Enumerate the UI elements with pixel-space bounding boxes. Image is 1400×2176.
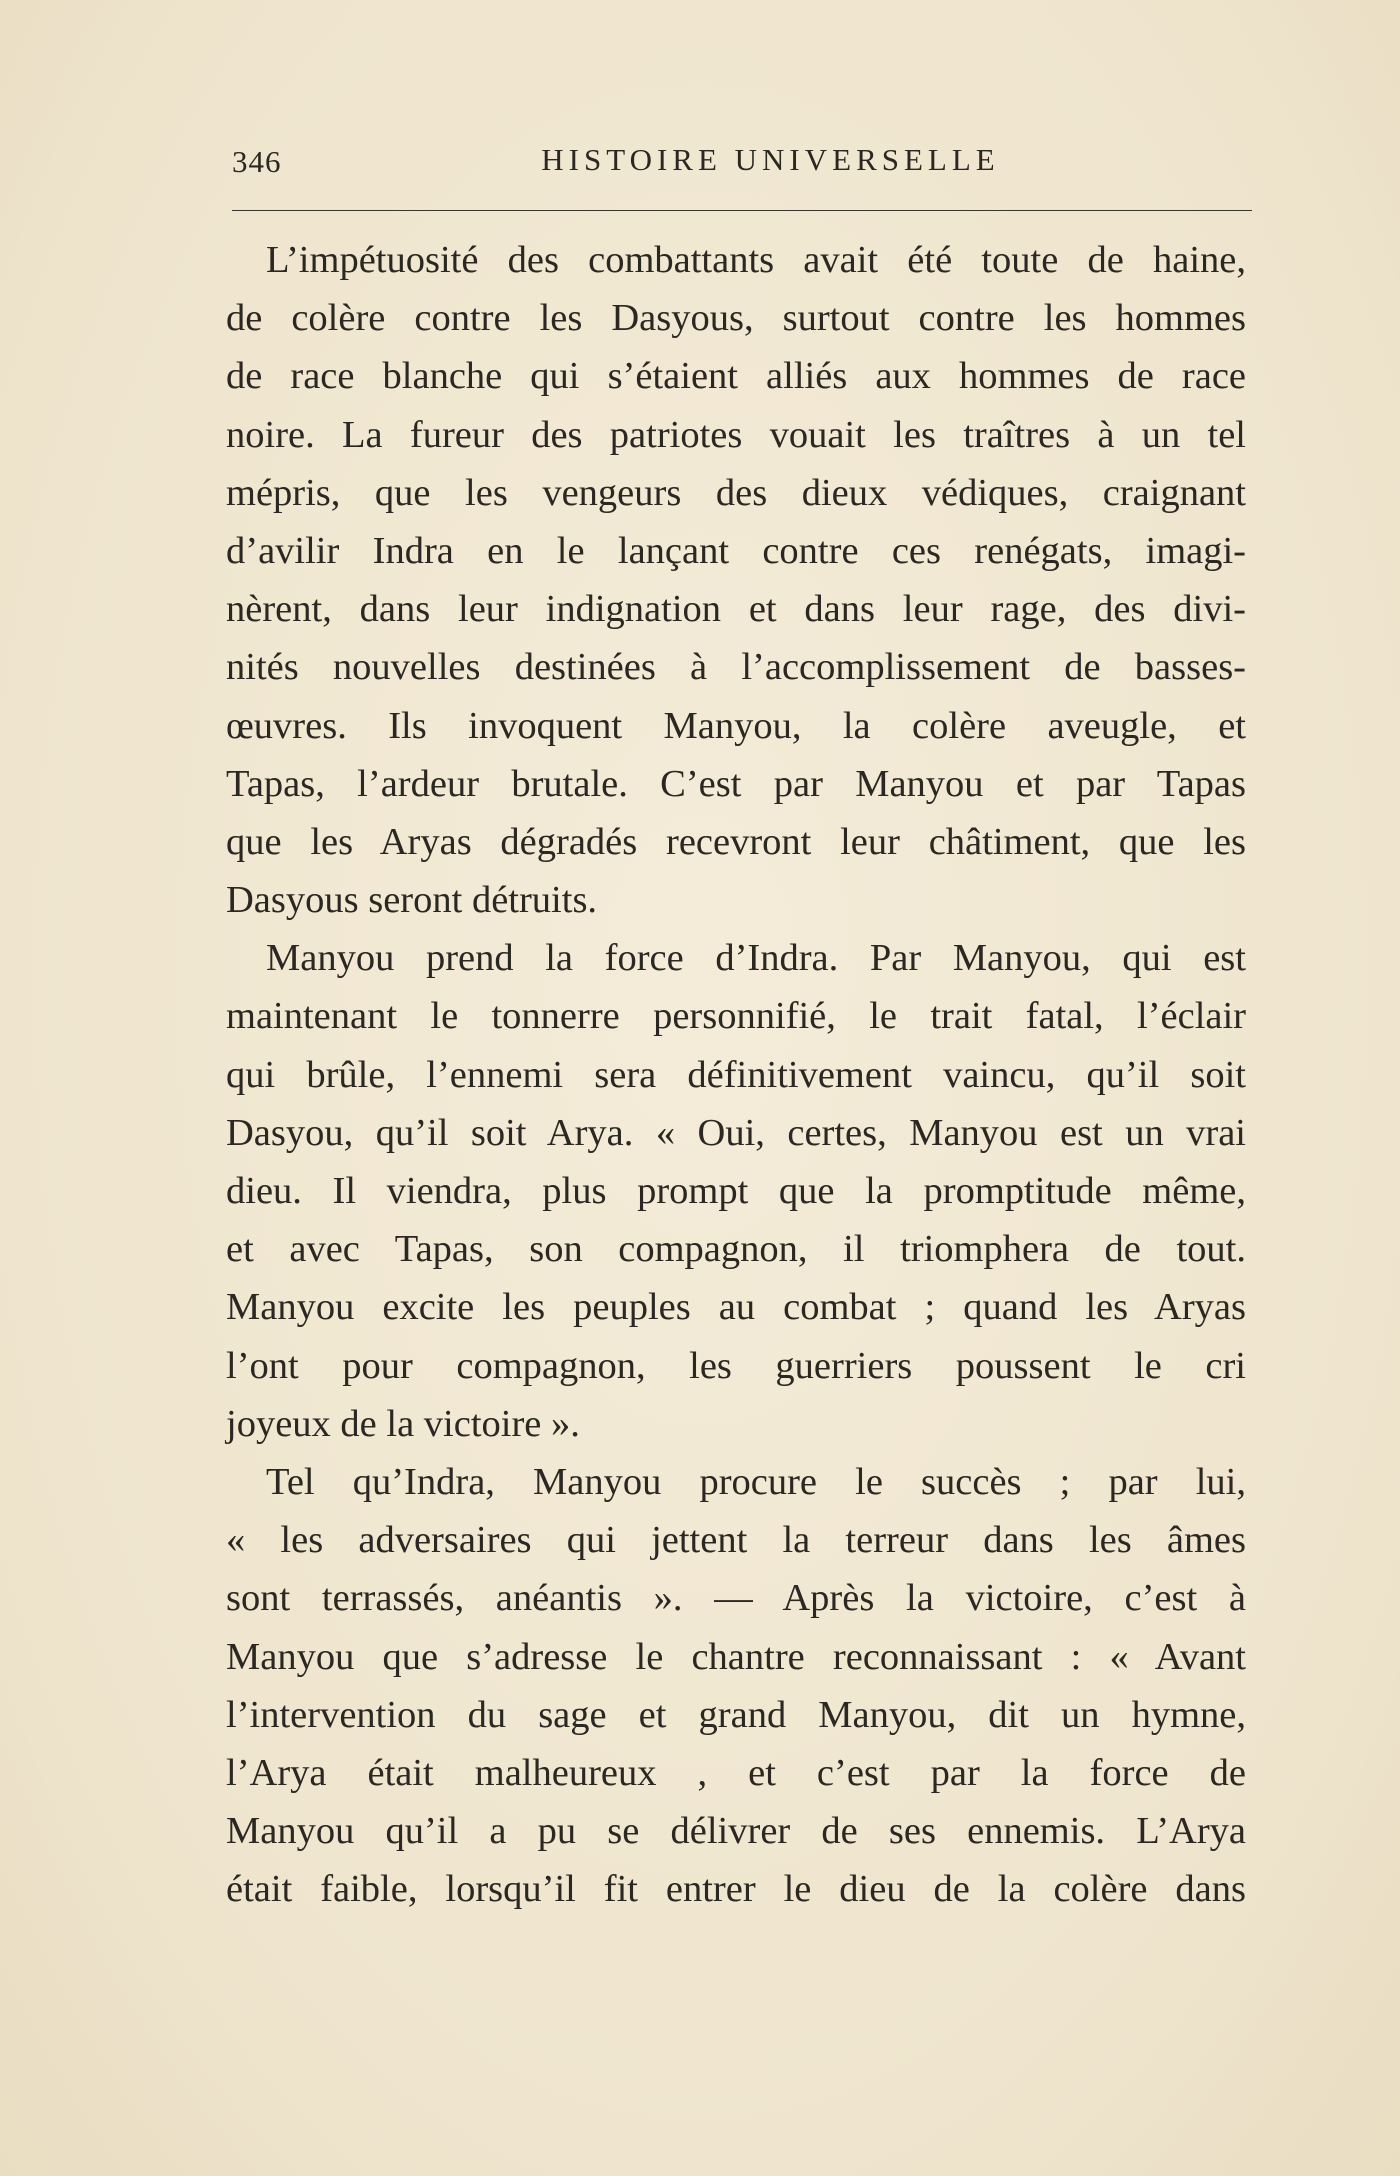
text-line: qui brûle, l’ennemi sera définitivement vaincu, qu’il soit xyxy=(226,1053,1246,1096)
text-line: Manyou excite les peuples au combat ; quand les Aryas xyxy=(226,1286,1246,1329)
text-line: l’Arya était malheureux , et c’est par la force de xyxy=(226,1751,1246,1794)
header-rule xyxy=(232,210,1252,211)
text-line: Tapas, l’ardeur brutale. C’est par Manyou et par Tapas xyxy=(226,762,1246,805)
text-line: Manyou qu’il a pu se délivrer de ses ennemis. L’Arya xyxy=(226,1810,1246,1853)
text-line: l’intervention du sage et grand Manyou, dit un hymne, xyxy=(226,1693,1246,1736)
text-line: Tel qu’Indra, Manyou procure le succès ; par lui, xyxy=(266,1460,1246,1503)
text-line: maintenant le tonnerre personnifié, le trait fatal, l’éclair xyxy=(226,995,1246,1038)
text-line: et avec Tapas, son compagnon, il triomphera de tout. xyxy=(226,1228,1246,1271)
text-line: œuvres. Ils invoquent Manyou, la colère aveugle, et xyxy=(226,704,1246,747)
running-title: HISTOIRE UNIVERSELLE xyxy=(541,142,1000,177)
text-line: noire. La fureur des patriotes vouait les traîtres à un tel xyxy=(226,413,1246,456)
text-line: dieu. Il viendra, plus prompt que la promptitude même, xyxy=(226,1170,1246,1212)
text-line: Manyou prend la force d’Indra. Par Manyou, qui est xyxy=(266,937,1246,980)
text-line: de race blanche qui s’étaient alliés aux hommes de race xyxy=(226,355,1246,398)
text-line: l’ont pour compagnon, les guerriers poussent le cri xyxy=(226,1344,1246,1387)
text-line: d’avilir Indra en le lançant contre ces renégats, imagi- xyxy=(226,529,1246,572)
text-line: Dasyous seront détruits. xyxy=(226,879,598,922)
text-line: nités nouvelles destinées à l’accomplissement de basses- xyxy=(226,646,1246,689)
text-line: Dasyou, qu’il soit Arya. « Oui, certes, Manyou est un vrai xyxy=(226,1111,1246,1154)
body-text xyxy=(226,231,1246,1918)
text-line: nèrent, dans leur indignation et dans leur rage, des divi- xyxy=(226,588,1246,631)
text-line: de colère contre les Dasyous, surtout contre les hommes xyxy=(226,297,1246,340)
page-header xyxy=(228,140,1253,184)
page-number: 346 xyxy=(232,144,282,179)
text-line: mépris, que les vengeurs des dieux védiques, craignant xyxy=(226,471,1246,514)
text-line: que les Aryas dégradés recevront leur châtiment, que les xyxy=(226,820,1246,863)
text-line: Manyou que s’adresse le chantre reconnaissant : « Avant xyxy=(226,1635,1246,1678)
text-line: « les adversaires qui jettent la terreur dans les âmes xyxy=(226,1519,1246,1562)
text-line: joyeux de la victoire ». xyxy=(226,1402,580,1445)
text-line: était faible, lorsqu’il fit entrer le dieu de la colère dans xyxy=(226,1868,1246,1911)
text-line: L’impétuosité des combattants avait été toute de haine, xyxy=(266,239,1246,281)
text-line: sont terrassés, anéantis ». — Après la victoire, c’est à xyxy=(226,1577,1246,1620)
